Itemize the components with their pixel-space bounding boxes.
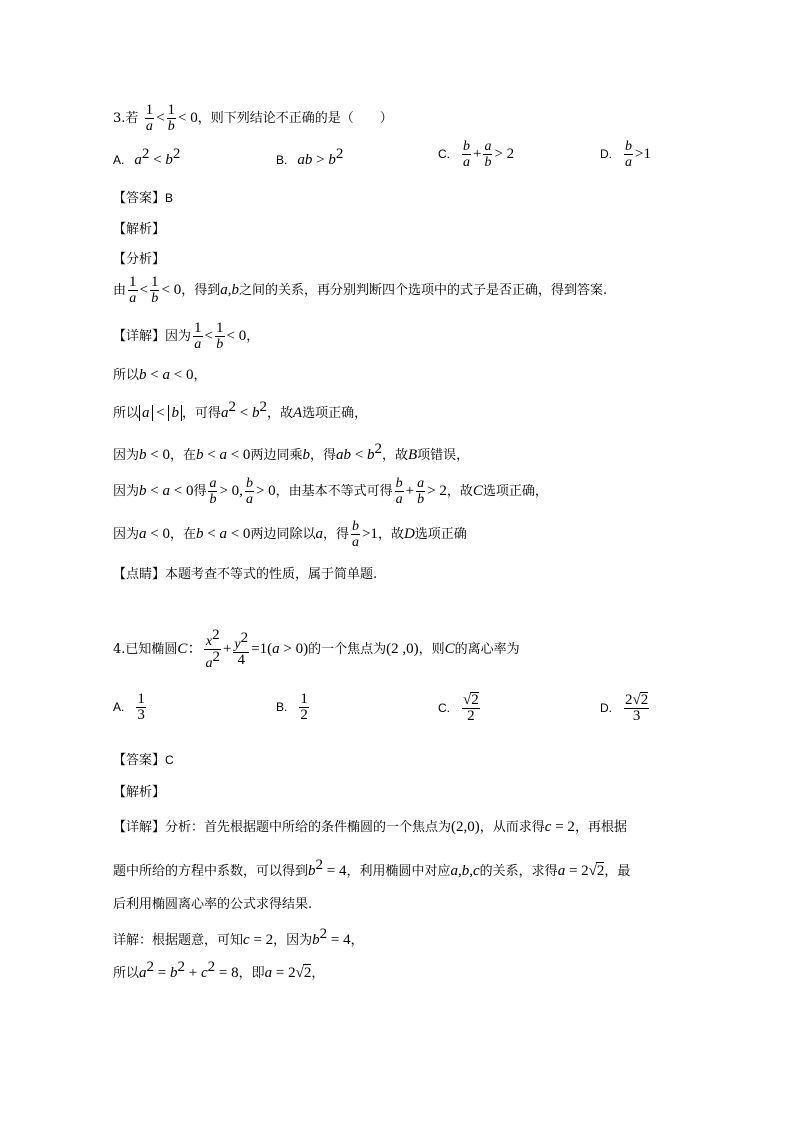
q4-detail-line-1: 【详解】分析：首先根据题中所给的条件椭圆的一个焦点为(2,0)，从而求得c = 2，再根据 — [113, 819, 627, 835]
q3-stem: 3.若 $\frac{1}{a}$ < $\frac{1}{b}$ < 0，则下列结论不正确的是（ ） — [113, 102, 393, 134]
q3-fenxi-heading: 【分析】 — [113, 252, 166, 267]
q3-detail-line-2: 所以b < a < 0， — [113, 367, 207, 383]
q3-answer: 【答案】B — [113, 191, 174, 206]
q3-fenxi-text: 由 $\frac{1}{a}$ < $\frac{1}{b}$ < 0，得到a,b之间的关系，再分别判断四个选项中的式子是否正确，得到答案. — [113, 274, 608, 306]
q4-detail-line-5: 所以$a^2 = b^2 + c^2 = 8$，即a = 2√2， — [113, 959, 325, 981]
q3-option-a[interactable]: A. $a^2 < b^2$ — [113, 146, 181, 168]
q3-detail-line-4: 因为b < 0，在b < a < 0两边同乘b，得ab < $b^2$，故B项错误， — [113, 441, 470, 463]
q4-detail-line-2: 题中所给的方程中系数，可以得到$b^2 = 4$，利用椭圆中对应a,b,c的关系，求得a = 2√2，最 — [113, 857, 631, 879]
q3-jiexi-heading: 【解析】 — [113, 222, 166, 237]
q4-option-b[interactable]: B. $\frac{1}{2}$ — [276, 691, 308, 723]
q3-option-d[interactable]: D. $\frac{b}{a}$ >1 — [600, 139, 651, 170]
q4-option-d[interactable]: D. $\frac{2√2}{3}$ — [600, 692, 649, 724]
q3-detail-line-5: 因为b < a < 0得 $\frac{a}{b}$ > 0, $\frac{b}{a}$ > 0，由基本不等式可得 $\frac{b}{a}$ + $\frac{a}{b}$ > 2，故C选项正确， — [113, 476, 548, 507]
q4-detail-line-3: 后利用椭圆离心率的公式求得结果. — [113, 897, 313, 912]
q4-option-c[interactable]: C. $\frac{√2}{2}$ — [438, 692, 479, 724]
q3-detail-line-6: 因为a < 0，在b < a < 0两边同除以a，得 $\frac{b}{a}$ >1，故D选项正确 — [113, 519, 467, 550]
q4-detail-line-4: 详解：根据题意，可知c = 2，因为$b^2 = 4$， — [113, 926, 364, 948]
q3-dianjing: 【点睛】本题考查不等式的性质，属于简单题. — [113, 567, 378, 582]
q4-jiexi-heading: 【解析】 — [113, 785, 166, 800]
q4-stem: 4.已知椭圆C： $\frac{x^2}{a^2}$ + $\frac{y^2}{4}$ =1(a > 0)的一个焦点为(2 ,0)，则C的离心率为 — [113, 627, 520, 671]
q4-option-a[interactable]: A. $\frac{1}{3}$ — [113, 691, 145, 723]
q3-option-c[interactable]: C. $\frac{b}{a}$ + $\frac{a}{b}$ > 2 — [438, 139, 515, 170]
q3-detail-line-3: 所以 a < b ，可得$a^2 < b^2$，故A选项正确， — [113, 399, 368, 421]
q4-answer: 【答案】C — [113, 753, 174, 768]
q3-option-b[interactable]: B. ab > $b^2$ — [276, 146, 344, 168]
q3-detail-line-1: 【详解】因为 $\frac{1}{a}$ < $\frac{1}{b}$ < 0， — [113, 320, 260, 352]
